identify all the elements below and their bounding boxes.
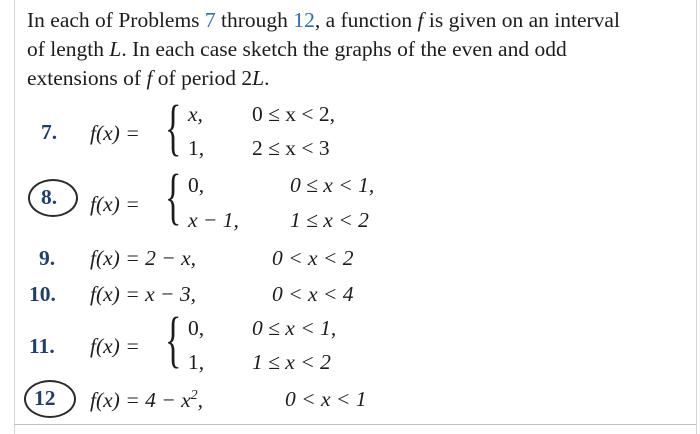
problem-11-brace: { (165, 306, 182, 374)
problem-9-number: 9. (39, 246, 56, 270)
problem-8-brace: { (165, 163, 182, 231)
problem-12-number: 12 (34, 386, 56, 410)
problem-8-number: 8. (41, 185, 58, 209)
problem-10-expr: f(x) = x − 3, (90, 282, 197, 306)
problem-12-exponent: 2 (190, 388, 198, 403)
problem-8-piece1-expr: 0, (188, 173, 205, 197)
problem-8-lhs: f(x) = (90, 192, 140, 216)
intro-line-1 (27, 10, 620, 32)
problem-7-piece1-expr: x, (188, 102, 203, 126)
intro-text: , a function (314, 8, 418, 32)
problem-11-piece1-cond: 0 ≤ x < 1, (252, 316, 337, 340)
problem-11-piece2-cond: 1 ≤ x < 2 (252, 350, 331, 374)
intro-line-2 (27, 39, 567, 61)
intro-text: In each of Problems (27, 8, 205, 32)
problem-7-piece2-expr: 1, (188, 136, 205, 160)
bottom-divider (14, 424, 696, 425)
problem-11-number: 11. (29, 334, 55, 358)
problem-12-expr-main: f(x) = 4 − x (90, 388, 191, 412)
problem-8-piece1-cond: 0 ≤ x < 1, (290, 173, 375, 197)
problem-11-piece1-expr: 0, (188, 316, 205, 340)
problem-9-cond: 0 < x < 2 (272, 246, 354, 270)
problem-12-comma: , (197, 388, 204, 412)
intro-text: through (215, 8, 294, 32)
intro-text: of length (27, 37, 110, 61)
problem-9-expr: f(x) = 2 − x, (90, 246, 197, 270)
intro-symbol-L: L (109, 37, 122, 61)
problem-7-piece1-cond: 0 ≤ x < 2, (252, 102, 336, 126)
intro-symbol-f: f (417, 8, 424, 32)
problem-12-cond: 0 < x < 1 (285, 387, 367, 411)
problem-8-piece2-expr: x − 1, (188, 208, 239, 232)
problem-10-cond: 0 < x < 4 (272, 282, 354, 306)
intro-text: . (264, 66, 270, 90)
intro-line-3 (27, 68, 269, 90)
problem-ref-12[interactable]: 12 (293, 8, 315, 32)
problem-7-number: 7. (41, 120, 58, 144)
intro-symbol-L: L (252, 66, 265, 90)
problem-11-piece2-expr: 1, (188, 350, 205, 374)
problem-ref-7[interactable]: 7 (204, 8, 216, 32)
problem-10-number: 10. (29, 282, 56, 306)
intro-text: of period 2 (152, 66, 253, 90)
problem-8-piece2-cond: 1 ≤ x < 2 (290, 208, 369, 232)
problem-7-brace: { (165, 94, 182, 162)
problem-11-lhs: f(x) = (90, 334, 140, 358)
problem-7-lhs: f(x) = (90, 121, 140, 145)
intro-text: extensions of (27, 66, 147, 90)
problem-7-piece2-cond: 2 ≤ x < 3 (252, 136, 330, 160)
intro-text: is given on an interval (423, 8, 620, 32)
problem-12-expr (90, 389, 203, 412)
intro-text: . In each case sketch the graphs of the even and odd (121, 37, 567, 61)
intro-symbol-f: f (146, 66, 153, 90)
